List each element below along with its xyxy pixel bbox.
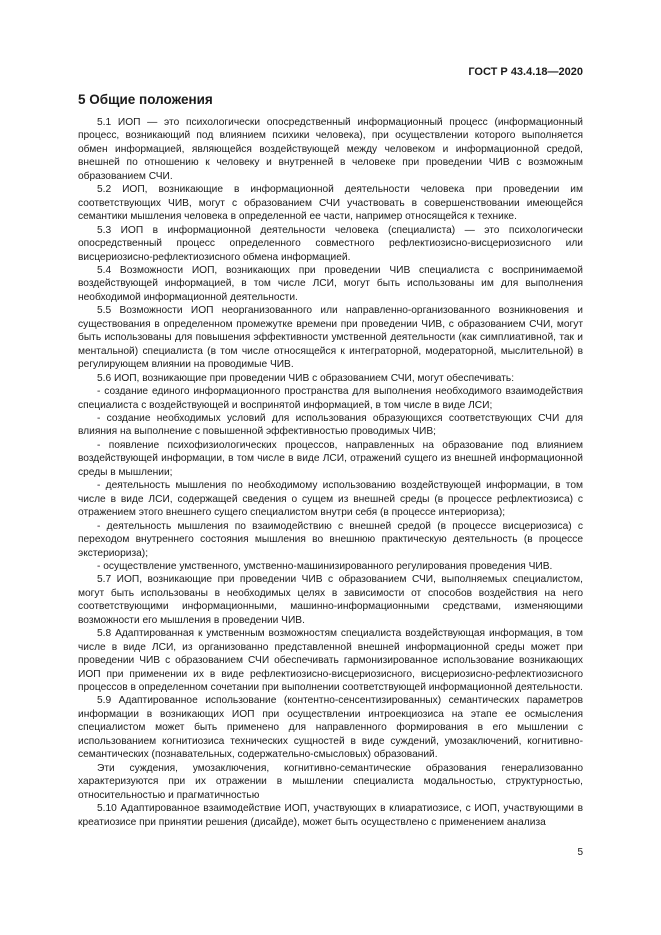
paragraph-5-9: 5.9 Адаптированное использование (контентно-сенсентизированных) семантических параметров информации в возникающих ИОП при осуществлении интроекциозиса на этапе ее осмысления специалистом может быть применено для направленного формирования в его мышлении с использованием когнитиозиса технических сущностей в виде суждений, умозаключений, когнитивно-семантических (познавательных, содержательно-смысловых) образований. (78, 695, 583, 761)
section-title: 5 Общие положения (78, 92, 213, 107)
list-item: - осуществление умственного, умственно-машинизированного регулирования проведения ЧИВ. (97, 560, 553, 572)
paragraph-5-3: 5.3 ИОП в информационной деятельности человека (специалиста) — это психологически опосредственный процесс определенного совместного рефлектиозисно-висцериозисного или висцериозисно-рефлектиозисного обмена информацией. (78, 224, 583, 263)
paragraph-5-5: 5.5 Возможности ИОП неорганизованного или направленно-организованного возникновения и существования в определенном промежутке времени при проведении ЧИВ, с образованием СЧИ, могут быть использованы для повышения эффективности умственной деятельности (как симплиативной, так и ментальной) специалиста (в том числе относящейся к интеграторной, модераторной, мыслительной) в регулирующем влиянии на проводимые ЧИВ. (78, 305, 583, 371)
paragraph-5-7: 5.7 ИОП, возникающие при проведении ЧИВ с образованием СЧИ, выполняемых специалистом, могут быть использованы в необходимых целях в зависимости от способов воздействия на него соответствующими информационными, машинно-информационными средствами, изменяющими возможности его мышления в проведении ЧИВ. (78, 574, 583, 626)
paragraph-5-4: 5.4 Возможности ИОП, возникающих при проведении ЧИВ специалиста с воспринимаемой воздействующей информацией, в том числе ЛСИ, могут быть использованы им для выполнения необходимой информационной деятельности. (78, 264, 583, 303)
body-text (78, 116, 583, 829)
list-item: - деятельность мышления по взаимодействию с внешней средой (в процессе висцериозиса) с переходом внутреннего состояния мышления во внешнюю практическую деятельность (в процессе экстериориза); (78, 520, 583, 559)
list-item: - создание единого информационного пространства для выполнения необходимого взаимодействия специалиста с воздействующей и воспринятой информацией, в том числе в виде ЛСИ; (78, 386, 583, 411)
paragraph-5-1: 5.1 ИОП — это психологически опосредственный информационный процесс (информационный процесс, возникающий под влиянием психики человека), при осуществлении которого выполняется обмен информацией, являющейся воздействующей между человеком и информационной средой, внешней по отношению к человеку и внутренней в человеке при проведении ЧИВ с возможным образованием СЧИ. (78, 117, 583, 182)
list-item: - деятельность мышления по необходимому использованию воздействующей информации, в том числе в виде ЛСИ, содержащей сведения о сущем из внешней среды (в процессе рефлектиозиса) с отражением этого внешнего сущего специалистом внутри себя (в процессе интериориза); (78, 480, 583, 519)
paragraph-5-2: 5.2 ИОП, возникающие в информационной деятельности человека при проведении им соответствующих ЧИВ, могут с образованием СЧИ участвовать в совершенствовании имеющейся семантики мышления человека в определенной ее части, например относящейся к технике. (78, 184, 583, 223)
paragraph-5-6: 5.6 ИОП, возникающие при проведении ЧИВ с образованием СЧИ, могут обеспечивать: (97, 372, 515, 384)
paragraph-5-8: 5.8 Адаптированная к умственным возможностям специалиста воздействующая информация, в том числе в виде ЛСИ, из организованно представленной внешней информационной среды может при проведении ЧИВ с образованием СЧИ обеспечивать гармонизированное использование возникающих ИОП при применении их в виде рефлектиозисно-висцериозисного, висцериозисно-рефлектиозисного процессов в определенном сочетании при выполнении соответствующей информационной деятельности. (78, 628, 583, 694)
list-item: - создание необходимых условий для использования образующихся соответствующих СЧИ для влияния на выполнение с повышенной эффективностью проводимых ЧИВ; (78, 412, 583, 438)
paragraph-5-9-continuation: Эти суждения, умозаключения, когнитивно-семантические образования генерализованно характеризуются при их отражении в мышлении специалиста модальностью, структурностью, относительностью и прагматичностью (78, 762, 583, 801)
document-header: ГОСТ Р 43.4.18—2020 (468, 66, 583, 78)
list-item: - появление психофизиологических процессов, направленных на образование под влиянием воздействующей информации, в том числе в виде ЛСИ, отражений сущего из внешней информационной среды в мышлении; (78, 439, 583, 478)
paragraph-5-10: 5.10 Адаптированное взаимодействие ИОП, участвующих в клиаратиозисе, с ИОП, участвующими в креатиозисе при принятии решения (дисайде), может быть осуществлено с применением анализа (78, 803, 583, 828)
page-number: 5 (577, 847, 583, 858)
